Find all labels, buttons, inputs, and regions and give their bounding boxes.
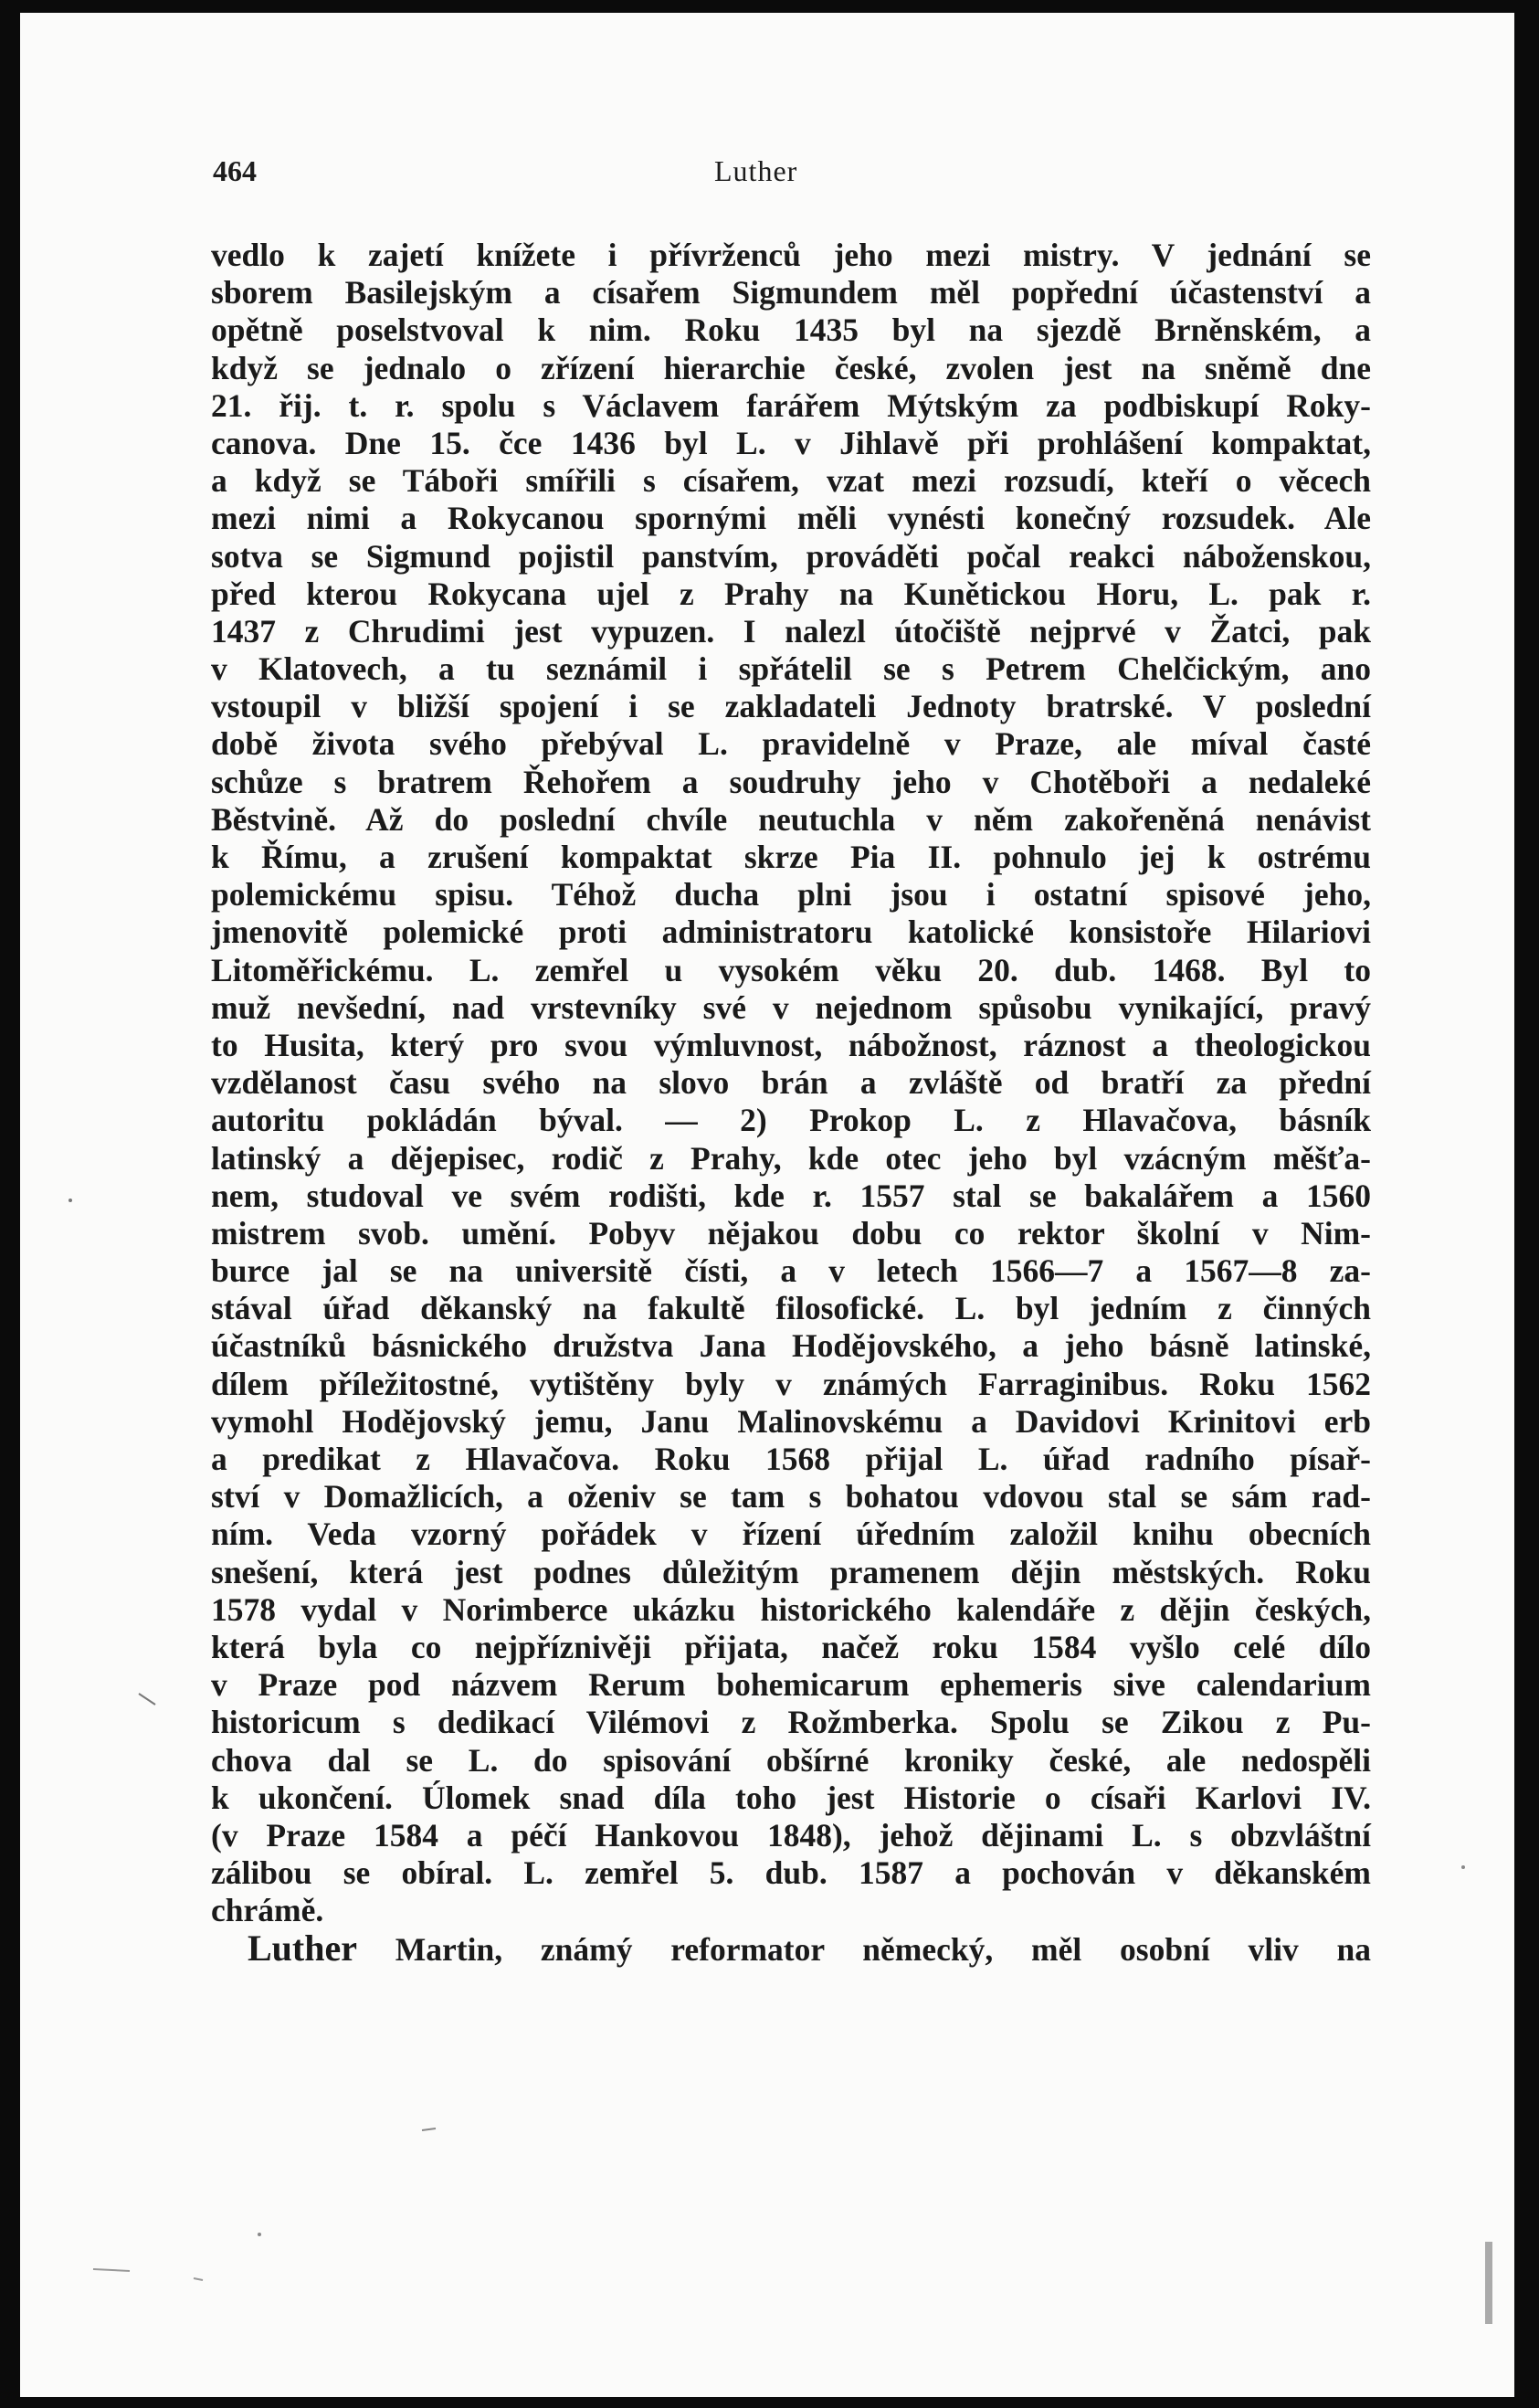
- text-line: vzdělanost času svého na slovo brán a zvláště od bratří za přední: [211, 1064, 1371, 1102]
- speck: [258, 2233, 261, 2236]
- body-text: [211, 237, 1371, 1968]
- text-line: 21. řij. t. r. spolu s Václavem farářem Mýtským za podbiskupí Roky-: [211, 386, 1371, 424]
- text-line: zálibou se obíral. L. zemřel 5. dub. 1587 a pochován v děkanském: [211, 1854, 1371, 1892]
- speck: [422, 2128, 436, 2130]
- text-line: která byla co nejpříznivěji přijata, načež roku 1584 vyšlo celé dílo: [211, 1628, 1371, 1665]
- text-line: (v Praze 1584 a péčí Hankovou 1848), jehož dějinami L. s obzvláštní: [211, 1816, 1371, 1854]
- speck: [139, 1694, 155, 1705]
- entry-text: Martin, známý reformator německý, měl osobní vliv na: [395, 1931, 1371, 1969]
- text-line: muž nevšední, nad vrstevníky své v nejednom spůsobu vynikající, pravý: [211, 988, 1371, 1026]
- text-line: historicum s dedikací Vilémovi z Rožmberka. Spolu se Zikou z Pu-: [211, 1704, 1371, 1741]
- speck: [93, 2269, 130, 2271]
- text-line: to Husita, který pro svou výmluvnost, nábožnost, ráznost a theologickou: [211, 1026, 1371, 1063]
- text-line: a predikat z Hlavačova. Roku 1568 přijal L. úřad radního písař-: [211, 1441, 1371, 1477]
- entry-line: [211, 1927, 1371, 1970]
- running-head: Luther: [714, 154, 798, 187]
- text-line: vedlo k zajetí knížete i přívrženců jeho mezi mistry. V jednání se: [211, 237, 1371, 273]
- text-line: ním. Veda vzorný pořádek v řízení úředním založil knihu obecních: [211, 1516, 1371, 1553]
- text-line: stával úřad děkanský na fakultě filosofické. L. byl jedním z činných: [211, 1290, 1371, 1327]
- text-line: chova dal se L. do spisování obšírné kroniky české, ale nedospěli: [211, 1741, 1371, 1779]
- text-line: 1578 vydal v Norimberce ukázku historického kalendáře z dějin českých,: [211, 1590, 1371, 1628]
- text-line: schůze s bratrem Řehořem a soudruhy jeho v Chotěboři a nedaleké: [211, 763, 1371, 800]
- text-line: dílem příležitostné, vytištěny byly v známých Farraginibus. Roku 1562: [211, 1365, 1371, 1402]
- text-line: snešení, která jest podnes důležitým pramenem dějin městských. Roku: [211, 1553, 1371, 1590]
- text-line: vymohl Hodějovský jemu, Janu Malinovskému a Davidovi Krinitovi erb: [211, 1402, 1371, 1440]
- text-line: Běstvině. Až do poslední chvíle neutuchla v něm zakořeněná nenávist: [211, 800, 1371, 838]
- page-header: [20, 154, 1514, 209]
- text-line: polemickému spisu. Téhož ducha plni jsou i ostatní spisové jeho,: [211, 876, 1371, 914]
- text-line: sotva se Sigmund pojistil panstvím, prováděti počal reakci náboženskou,: [211, 537, 1371, 575]
- text-line: účastníků básnického družstva Jana Hodějovského, a jeho básně latinské,: [211, 1327, 1371, 1365]
- text-line: autoritu pokládán býval. — 2) Prokop L. z Hlavačova, básník: [211, 1102, 1371, 1139]
- text-line: v Klatovech, a tu seznámil i spřátelil se s Petrem Chelčickým, ano: [211, 650, 1371, 688]
- speck: [1461, 1865, 1465, 1869]
- speck: [194, 2278, 203, 2280]
- text-line: když se jednalo o zřízení hierarchie české, zvolen jest na sněmě dne: [211, 349, 1371, 386]
- text-line: opětně poselstvoval k nim. Roku 1435 byl na sjezdě Brněnském, a: [211, 312, 1371, 349]
- speck: [69, 1199, 72, 1202]
- book-page: [20, 13, 1514, 2397]
- text-line: vstoupil v bližší spojení i se zakladateli Jednoty bratrské. V poslední: [211, 688, 1371, 725]
- text-line: canova. Dne 15. čce 1436 byl L. v Jihlavě při prohlášení kompaktat,: [211, 424, 1371, 461]
- page-number: 464: [213, 154, 257, 187]
- text-line: k Římu, a zrušení kompaktat skrze Pia II. pohnulo jej k ostrému: [211, 839, 1371, 875]
- text-line: 1437 z Chrudimi jest vypuzen. I nalezl útočiště nejprvé v Žatci, pak: [211, 612, 1371, 650]
- text-line: k ukončení. Úlomek snad díla toho jest Historie o císaři Karlovi IV.: [211, 1779, 1371, 1816]
- text-line: před kterou Rokycana ujel z Prahy na Kunětickou Horu, L. pak r.: [211, 575, 1371, 612]
- text-line: a když se Táboři smířili s císařem, vzat mezi rozsudí, kteří o věcech: [211, 462, 1371, 500]
- entry-headword: Luther: [248, 1927, 357, 1970]
- text-line: latinský a dějepisec, rodič z Prahy, kde otec jeho byl vzácným měšťa-: [211, 1139, 1371, 1177]
- text-line: jmenovitě polemické proti administratoru katolické konsistoře Hilariovi: [211, 914, 1371, 951]
- text-line: chrámě.: [211, 1892, 324, 1929]
- speck: [1485, 2242, 1492, 2324]
- text-line: ství v Domažlicích, a oženiv se tam s bohatou vdovou stal se sám rad-: [211, 1478, 1371, 1516]
- text-line: mistrem svob. umění. Pobyv nějakou dobu co rektor školní v Nim-: [211, 1214, 1371, 1252]
- text-line: sborem Basilejským a císařem Sigmundem měl popřední účastenství a: [211, 274, 1371, 312]
- text-line: nem, studoval ve svém rodišti, kde r. 1557 stal se bakalářem a 1560: [211, 1177, 1371, 1214]
- text-line: době života svého přebýval L. pravidelně v Praze, ale míval časté: [211, 725, 1371, 763]
- text-line: mezi nimi a Rokycanou spornými měli vynésti konečný rozsudek. Ale: [211, 500, 1371, 537]
- text-line: burce jal se na universitě čísti, a v letech 1566—7 a 1567—8 za-: [211, 1252, 1371, 1290]
- text-line: Litoměřickému. L. zemřel u vysokém věku 20. dub. 1468. Byl to: [211, 951, 1371, 988]
- text-line: v Praze pod názvem Rerum bohemicarum ephemeris sive calendarium: [211, 1666, 1371, 1704]
